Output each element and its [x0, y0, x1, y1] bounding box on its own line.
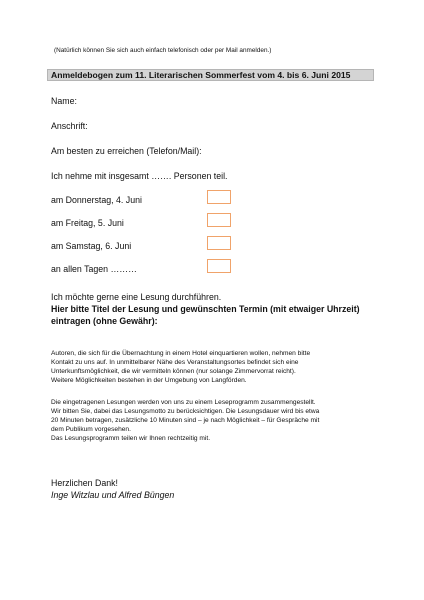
day-label-all: an allen Tagen ………	[51, 264, 137, 274]
name-label: Name:	[51, 96, 77, 106]
checkbox-thursday[interactable]	[207, 190, 231, 204]
program-line-2: Wir bitten Sie, dabei das Lesungsmotto zu berücksichtigen. Die Lesungsdauer wird bis etwa	[51, 408, 320, 415]
hotel-line-1: Autoren, die sich für die Übernachtung in einem Hotel einquartieren wollen, nehmen bitte	[51, 350, 311, 357]
reading-instruction-2: eintragen (ohne Gewähr):	[51, 316, 158, 326]
hotel-line-3: Unterkunftsmöglichkeit, die wir vermitteln können (nur solange Zimmervorrat reicht).	[51, 368, 296, 375]
closing-thanks: Herzlichen Dank!	[51, 478, 118, 488]
persons-label: Ich nehme mit insgesamt ……. Personen teil.	[51, 171, 228, 181]
program-line-1: Die eingetragenen Lesungen werden von uns zu einem Leseprogramm zusammengestellt.	[51, 399, 316, 406]
reading-instruction-1: Hier bitte Titel der Lesung und gewünschten Termin (mit etwaiger Uhrzeit)	[51, 304, 360, 314]
day-label-thursday: am Donnerstag, 4. Juni	[51, 195, 142, 205]
day-label-friday: am Freitag, 5. Juni	[51, 218, 124, 228]
day-label-saturday: am Samstag, 6. Juni	[51, 241, 132, 251]
form-title: Anmeldebogen zum 11. Literarischen Sommerfest vom 4. bis 6. Juni 2015	[51, 70, 351, 80]
contact-label: Am besten zu erreichen (Telefon/Mail):	[51, 146, 202, 156]
program-line-3: 20 Minuten betragen, zusätzliche 10 Minuten sind – je nach Möglichkeit – für Gespräche mit	[51, 417, 320, 424]
closing-signature: Inge Witzlau und Alfred Büngen	[51, 490, 175, 500]
note-text: (Natürlich können Sie sich auch einfach telefonisch oder per Mail anmelden.)	[54, 47, 272, 54]
checkbox-friday[interactable]	[207, 213, 231, 227]
hotel-line-4: Weitere Möglichkeiten bestehen in der Umgebung von Langförden.	[51, 377, 247, 384]
program-line-4: dem Publikum vorgesehen.	[51, 426, 131, 433]
program-line-5: Das Lesungsprogramm teilen wir Ihnen rechtzeitig mit.	[51, 435, 211, 442]
checkbox-all-days[interactable]	[207, 259, 231, 273]
checkbox-saturday[interactable]	[207, 236, 231, 250]
address-label: Anschrift:	[51, 121, 88, 131]
hotel-line-2: Kontakt zu uns auf. In unmittelbarer Nähe des Veranstaltungsortes befindet sich eine	[51, 359, 299, 366]
reading-intro: Ich möchte gerne eine Lesung durchführen.	[51, 292, 222, 302]
